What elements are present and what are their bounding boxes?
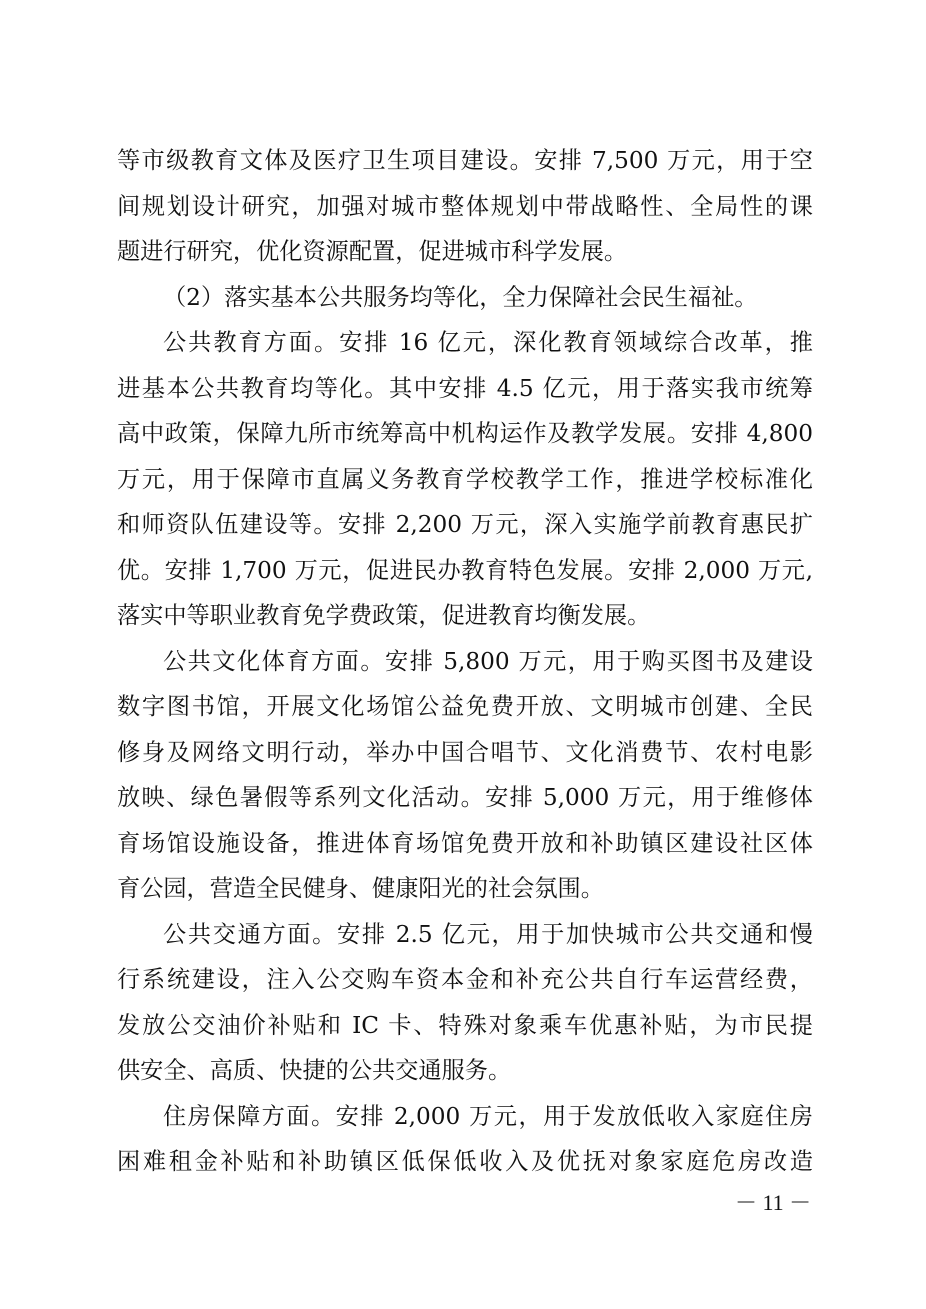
paragraph-line: 间规划设计研究，加强对城市整体规划中带战略性、全局性的课 [117, 192, 813, 220]
paragraph-line: 公共教育方面。安排 16 亿元，深化教育领域综合改革，推 [163, 329, 813, 356]
paragraph-line: 放映、绿色暑假等系列文化活动。安排 5,000 万元，用于维修体 [117, 784, 813, 811]
document-body [117, 138, 813, 1185]
paragraph-line: 住房保障方面。安排 2,000 万元，用于发放低收入家庭住房 [163, 1102, 813, 1130]
section-heading: （2）落实基本公共服务均等化，全力保障社会民生福祉。 [163, 283, 758, 311]
paragraph-line: 困难租金补贴和补助镇区低保低收入及优抚对象家庭危房改造 [117, 1148, 813, 1175]
page-number: － 11 － [735, 1190, 812, 1215]
paragraph-line: 公共交通方面。安排 2.5 亿元，用于加快城市公共交通和慢 [163, 920, 813, 948]
paragraph-line: 公共文化体育方面。安排 5,800 万元，用于购买图书及建设 [163, 647, 813, 675]
paragraph-line: 发放公交油价补贴和 IC 卡、特殊对象乘车优惠补贴，为市民提 [117, 1011, 813, 1039]
paragraph-line: 供安全、高质、快捷的公共交通服务。 [117, 1057, 512, 1084]
paragraph-line: 题进行研究，优化资源配置，促进城市科学发展。 [117, 238, 628, 265]
paragraph-line: 数字图书馆，开展文化场馆公益免费开放、文明城市创建、全民 [117, 693, 813, 720]
paragraph-line: 和师资队伍建设等。安排 2,200 万元，深入实施学前教育惠民扩 [117, 511, 813, 538]
paragraph-line: 进基本公共教育均等化。其中安排 4.5 亿元，用于落实我市统筹 [117, 374, 813, 402]
paragraph-line: 修身及网络文明行动，举办中国合唱节、文化消费节、农村电影 [117, 738, 813, 766]
paragraph-line: 万元，用于保障市直属义务教育学校教学工作，推进学校标准化 [117, 465, 813, 493]
paragraph-line: 等市级教育文体及医疗卫生项目建设。安排 7,500 万元，用于空 [117, 147, 813, 174]
paragraph-line: 行系统建设，注入公交购车资本金和补充公共自行车运营经费， [117, 966, 813, 993]
paragraph-line: 落实中等职业教育免学费政策，促进教育均衡发展。 [117, 602, 651, 629]
paragraph-line: 育场馆设施设备，推进体育场馆免费开放和补助镇区建设社区体 [117, 829, 813, 857]
paragraph-line: 育公园，营造全民健身、健康阳光的社会氛围。 [117, 875, 604, 902]
paragraph-line: 优。安排 1,700 万元，促进民办教育特色发展。安排 2,000 万元, [117, 556, 813, 584]
paragraph-line: 高中政策，保障九所市统筹高中机构运作及教学发展。安排 4,800 [117, 420, 813, 447]
